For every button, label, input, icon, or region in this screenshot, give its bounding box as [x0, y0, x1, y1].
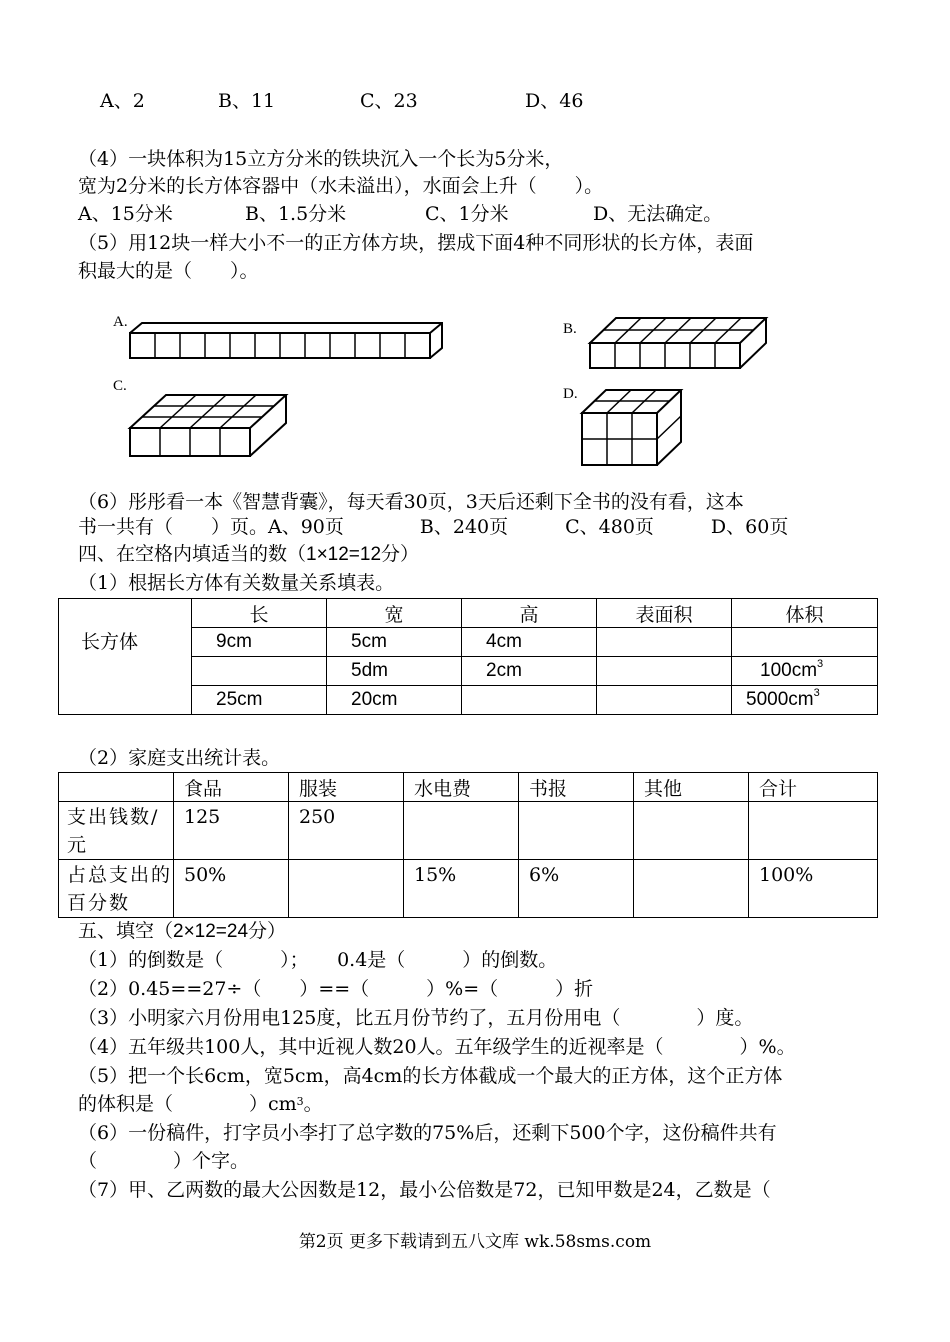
- table-cell: [462, 686, 597, 715]
- table-cell: 125: [174, 802, 289, 860]
- table-cell: [634, 802, 749, 860]
- q4-line2: 宽为2分米的长方体容器中（水未溢出），水面会上升（ ）。: [78, 175, 604, 197]
- section5-title: 五、填空（2×12=24分）: [78, 920, 287, 942]
- figure-label-d: D.: [563, 386, 578, 402]
- section5-q1: （1）的倒数是（ ）； 0.4是（ ）的倒数。: [78, 949, 558, 971]
- table-cell: [597, 686, 732, 715]
- table-cell-volume: $100cm^3$: [732, 657, 878, 686]
- figure-a-cuboid: [130, 323, 442, 358]
- q3-option-c: C、23: [360, 90, 418, 112]
- table-cell: 6%: [519, 860, 634, 918]
- q5-line1: （5）用12块一样大小不一的正方体方块，摆成下面4种不同形状的长方体，表面: [78, 232, 754, 254]
- header-blank: [59, 773, 174, 802]
- header-utilities: 水电费: [404, 773, 519, 802]
- q6-line1: （6）彤彤看一本《智慧背囊》，每天看30页，3天后还剩下全书的没有看，这本: [78, 491, 744, 513]
- table-cell: 100%: [749, 860, 878, 918]
- table-cell: 250: [289, 802, 404, 860]
- cuboid-figures: [95, 298, 795, 478]
- header-total: 合计: [749, 773, 878, 802]
- section5-q7: （7）甲、乙两数的最大公因数是12，最小公倍数是72，已知甲数是24，乙数是（: [78, 1179, 771, 1201]
- q3-option-a: A、2: [100, 90, 145, 112]
- q4-option-d: D、无法确定。: [593, 203, 723, 225]
- row-label-cuboid: 长方体: [59, 599, 192, 715]
- table-cell: 5cm: [327, 628, 462, 657]
- q4-line1: （4）一块体积为15立方分米的铁块沉入一个长为5分米，: [78, 148, 564, 170]
- table-cell: [192, 657, 327, 686]
- table-cell: 25cm: [192, 686, 327, 715]
- section5-q6-line1: （6）一份稿件，打字员小李打了总字数的75%后，还剩下500个字，这份稿件共有: [78, 1122, 777, 1144]
- table-cell: 2cm: [462, 657, 597, 686]
- header-food: 食品: [174, 773, 289, 802]
- header-length: 长: [192, 599, 327, 628]
- table-cell: [519, 802, 634, 860]
- header-other: 其他: [634, 773, 749, 802]
- table-cell: [404, 802, 519, 860]
- table-cell: 15%: [404, 860, 519, 918]
- figure-b-cuboid: [590, 318, 766, 368]
- header-books: 书报: [519, 773, 634, 802]
- header-clothing: 服装: [289, 773, 404, 802]
- section4-sub2: （2）家庭支出统计表。: [78, 747, 281, 769]
- table-cell: 5dm: [327, 657, 462, 686]
- q4-option-a: A、15分米: [78, 203, 173, 225]
- section5-q3: （3）小明家六月份用电125度，比五月份节约了，五月份用电（ ）度。: [78, 1007, 754, 1029]
- figure-c-cuboid: [130, 395, 286, 456]
- header-width: 宽: [327, 599, 462, 628]
- q4-option-b: B、1.5分米: [245, 203, 347, 225]
- header-height: 高: [462, 599, 597, 628]
- page-footer: 第2页 更多下载请到五八文库 wk.58sms.com: [298, 1232, 652, 1252]
- table-cell: 4cm: [462, 628, 597, 657]
- figure-label-b: B.: [563, 321, 577, 337]
- q5-line2: 积最大的是（ ）。: [78, 260, 259, 282]
- section5-q4: （4）五年级共100人，其中近视人数20人。五年级学生的近视率是（ ）%。: [78, 1036, 796, 1058]
- table-cell: 50%: [174, 860, 289, 918]
- table-cell: [634, 860, 749, 918]
- figure-d-cuboid: [582, 390, 681, 465]
- table-row: [59, 802, 878, 860]
- table-cell: [597, 657, 732, 686]
- section5-q2: （2）0.45==27÷（ ）==（ ）%=（ ）折: [78, 978, 594, 1000]
- figure-label-c: C.: [113, 378, 127, 394]
- expense-table: [58, 772, 878, 918]
- table-cell: 9cm: [192, 628, 327, 657]
- table-cell: 20cm: [327, 686, 462, 715]
- cuboid-table: [58, 598, 878, 715]
- figure-label-a: A.: [113, 314, 128, 330]
- header-surface-area: 表面积: [597, 599, 732, 628]
- row-label-amount: 支出钱数/元: [59, 802, 174, 860]
- row-label-percent: 占总支出的百分数: [59, 860, 174, 918]
- q6-line2: 书一共有（ ）页。A、90页 B、240页 C、480页 D、60页: [78, 516, 789, 538]
- section4-title: 四、在空格内填适当的数（1×12=12分）: [78, 543, 420, 565]
- table-cell: [289, 860, 404, 918]
- table-row: [59, 860, 878, 918]
- header-volume: 体积: [732, 599, 878, 628]
- q3-option-b: B、11: [218, 90, 276, 112]
- section5-q6-line2: （ ）个字。: [78, 1150, 250, 1172]
- section5-q5-line1: （5）把一个长6cm，宽5cm，高4cm的长方体截成一个最大的正方体，这个正方体: [78, 1065, 783, 1087]
- table-cell: [732, 628, 878, 657]
- q3-option-d: D、46: [525, 90, 584, 112]
- q4-option-c: C、1分米: [425, 203, 509, 225]
- section5-q5-line2: 的体积是（ ）$cm^3$。: [78, 1093, 323, 1115]
- table-cell-volume: $5000cm^3$: [732, 686, 878, 715]
- table-cell: [597, 628, 732, 657]
- table-cell: [749, 802, 878, 860]
- section4-sub1: （1）根据长方体有关数量关系填表。: [78, 572, 395, 594]
